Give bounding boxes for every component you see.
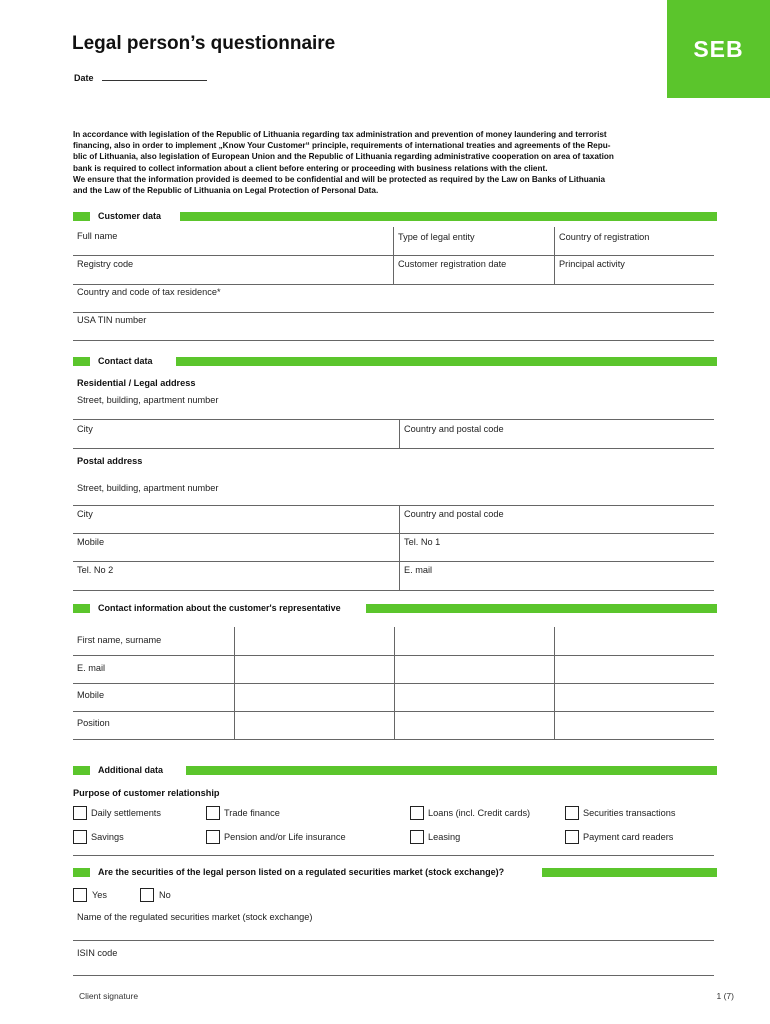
isin-label: ISIN code <box>77 948 118 958</box>
page-title: Legal person’s questionnaire <box>72 33 336 54</box>
section-customer-data <box>73 212 717 221</box>
section-title: Contact information about the customer's representative <box>98 603 341 613</box>
intro-line: In accordance with legislation of the Republic of Lithuania regarding tax administration and prevention of money laundering and terrorist <box>73 130 607 139</box>
date-field[interactable] <box>102 80 207 81</box>
yes-checkbox[interactable] <box>73 888 87 902</box>
section-marker <box>73 357 90 366</box>
section-marker <box>73 604 90 613</box>
intro-text <box>73 129 718 196</box>
section-contact-data <box>73 357 717 366</box>
daily-settlements-label: Daily settlements <box>91 808 161 818</box>
field-line[interactable] <box>73 975 714 976</box>
principal-activity-label: Principal activity <box>559 259 625 269</box>
email-label: E. mail <box>404 565 433 575</box>
section-marker <box>73 212 90 221</box>
postal-address-heading: Postal address <box>77 456 143 466</box>
registration-date-label: Customer registration date <box>398 259 507 269</box>
section-title: Additional data <box>98 765 163 775</box>
legal-entity-type-label: Type of legal entity <box>398 232 475 242</box>
section-bar <box>366 604 717 613</box>
section-title: Are the securities of the legal person listed on a regulated securities market (stock exchange)? <box>98 867 505 877</box>
section-bar <box>542 868 717 877</box>
street-label: Street, building, apartment number <box>77 395 219 405</box>
tel1-label: Tel. No 1 <box>404 537 441 547</box>
postal-city-label: City <box>77 509 93 519</box>
market-name-label: Name of the regulated securities market (stock exchange) <box>77 912 313 922</box>
yes-label: Yes <box>92 890 107 900</box>
usa-tin-label: USA TIN number <box>77 315 147 325</box>
registry-code-label: Registry code <box>77 259 134 269</box>
savings-checkbox[interactable] <box>73 830 87 844</box>
field-line[interactable] <box>73 312 714 313</box>
field-line[interactable] <box>73 340 714 341</box>
field-line[interactable] <box>73 448 714 449</box>
trade-finance-checkbox[interactable] <box>206 806 220 820</box>
rep-email-label: E. mail <box>77 663 106 673</box>
divider <box>73 855 714 856</box>
residential-address-heading: Residential / Legal address <box>77 378 196 388</box>
leasing-checkbox[interactable] <box>410 830 424 844</box>
field-line[interactable] <box>73 739 714 740</box>
payment-card-readers-label: Payment card readers <box>583 832 674 842</box>
loans-label: Loans (incl. Credit cards) <box>428 808 531 818</box>
date-label: Date <box>74 73 94 83</box>
field-line[interactable] <box>73 533 714 534</box>
field-line[interactable] <box>73 711 714 712</box>
leasing-label: Leasing <box>428 832 461 842</box>
pension-label: Pension and/or Life insurance <box>224 832 346 842</box>
no-label: No <box>159 890 171 900</box>
intro-line: We ensure that the information provided is deemed to be confidential and will be protected as required by the Law on Banks of Lithuania <box>73 174 606 184</box>
postal-country-postal-label: Country and postal code <box>404 509 504 519</box>
full-name-label: Full name <box>77 231 118 241</box>
payment-card-readers-checkbox[interactable] <box>565 830 579 844</box>
securities-transactions-checkbox[interactable] <box>565 806 579 820</box>
tax-residence-label: Country and code of tax residence* <box>77 287 221 297</box>
intro-line: and the Law of the Republic of Lithuania on Legal Protection of Personal Data. <box>73 186 379 196</box>
field-line[interactable] <box>73 419 714 420</box>
pension-checkbox[interactable] <box>206 830 220 844</box>
purpose-heading: Purpose of customer relationship <box>73 788 220 798</box>
column-divider <box>399 419 400 448</box>
field-line[interactable] <box>73 255 714 256</box>
rep-name-label: First name, surname <box>77 635 162 645</box>
mobile-label: Mobile <box>77 537 105 547</box>
rep-position-label: Position <box>77 718 110 728</box>
rep-mobile-label: Mobile <box>77 690 105 700</box>
trade-finance-label: Trade finance <box>224 808 280 818</box>
section-marker <box>73 868 90 877</box>
section-bar <box>180 212 717 221</box>
field-line[interactable] <box>73 655 714 656</box>
field-line[interactable] <box>73 561 714 562</box>
logo-text: SEB <box>693 36 744 62</box>
postal-street-label: Street, building, apartment number <box>77 483 219 493</box>
page-number: 1 (7) <box>716 991 734 1001</box>
field-line[interactable] <box>73 590 714 591</box>
no-checkbox[interactable] <box>140 888 154 902</box>
daily-settlements-checkbox[interactable] <box>73 806 87 820</box>
tel2-label: Tel. No 2 <box>77 565 114 575</box>
intro-line: bank is required to collect information about a client before entering or proceeding with business relations with the client. <box>73 163 548 173</box>
savings-label: Savings <box>91 832 124 842</box>
section-marker <box>73 766 90 775</box>
seb-logo <box>667 0 770 98</box>
intro-line: financing, also in order to implement „Know Your Customer“ principle, requirements of international treaties and agreements of the Repu- <box>73 141 611 151</box>
section-securities <box>73 868 717 877</box>
section-bar <box>176 357 717 366</box>
city-label: City <box>77 424 93 434</box>
section-title: Customer data <box>98 211 162 221</box>
section-bar <box>186 766 717 775</box>
field-line[interactable] <box>73 284 714 285</box>
securities-transactions-label: Securities transactions <box>583 808 676 818</box>
field-line[interactable] <box>73 940 714 941</box>
field-line[interactable] <box>73 683 714 684</box>
section-additional-data <box>73 766 717 775</box>
section-title: Contact data <box>98 356 153 366</box>
field-line[interactable] <box>73 505 714 506</box>
country-postal-label: Country and postal code <box>404 424 504 434</box>
country-of-registration-label: Country of registration <box>559 232 650 242</box>
intro-line: blic of Lithuania, also legislation of European Union and the Republic of Lithuania regarding administrative cooperation on area of taxation <box>73 152 614 162</box>
section-representative <box>73 604 717 613</box>
client-signature-label: Client signature <box>79 991 139 1001</box>
loans-checkbox[interactable] <box>410 806 424 820</box>
column-divider <box>399 505 400 590</box>
